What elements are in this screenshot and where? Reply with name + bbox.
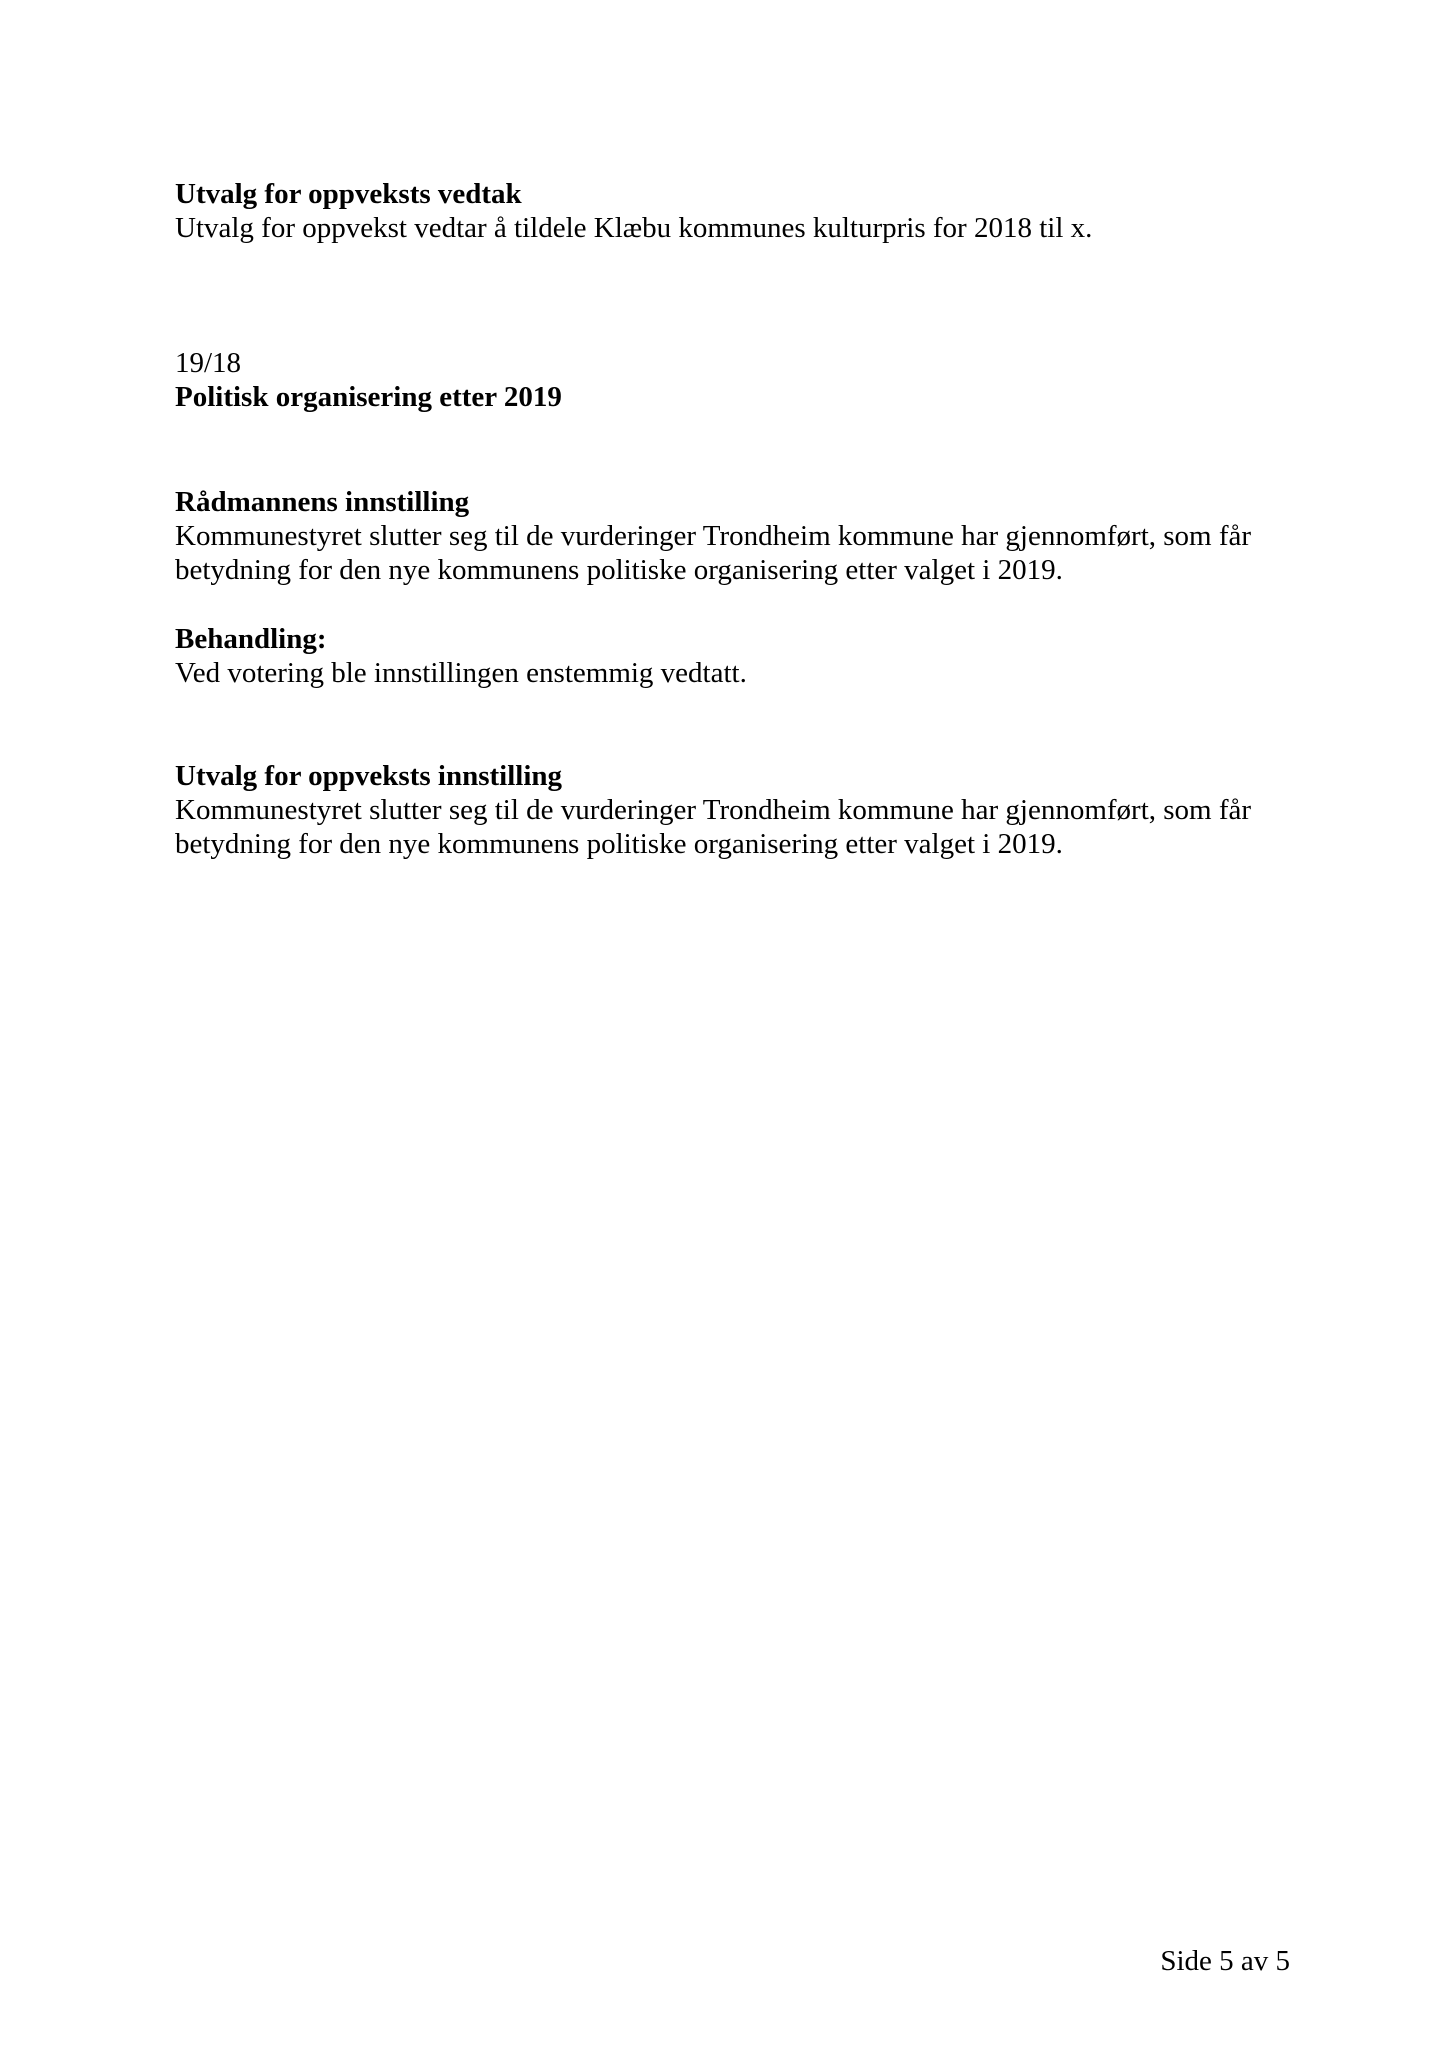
innstilling-heading: Utvalg for oppveksts innstilling <box>175 760 563 792</box>
vedtak-heading: Utvalg for oppveksts vedtak <box>175 178 522 210</box>
case-number: 19/18 <box>175 347 242 379</box>
innstilling-section <box>175 759 1295 861</box>
innstilling-text <box>175 793 1295 861</box>
behandling-section <box>175 622 1295 690</box>
innstilling-text-line: betydning for den nye kommunens politiske organisering etter valget i 2019. <box>175 828 1063 860</box>
raadmann-text-line: Kommunestyret slutter seg til de vurderinger Trondheim kommune har gjennomført, som får <box>175 520 1252 552</box>
vedtak-section <box>175 177 1295 245</box>
raadmann-heading: Rådmannens innstilling <box>175 486 470 518</box>
raadmann-text <box>175 519 1295 587</box>
innstilling-text-line: Kommunestyret slutter seg til de vurderinger Trondheim kommune har gjennomført, som får <box>175 794 1252 826</box>
page-number: Side 5 av 5 <box>1160 1945 1290 1977</box>
raadmann-section <box>175 485 1295 587</box>
raadmann-text-line: betydning for den nye kommunens politiske organisering etter valget i 2019. <box>175 554 1063 586</box>
case-title: Politisk organisering etter 2019 <box>175 381 562 413</box>
vedtak-text: Utvalg for oppvekst vedtar å tildele Klæbu kommunes kulturpris for 2018 til x. <box>175 212 1093 244</box>
case-section <box>175 346 1295 414</box>
behandling-text: Ved votering ble innstillingen enstemmig vedtatt. <box>175 657 747 689</box>
behandling-heading: Behandling: <box>175 623 327 655</box>
